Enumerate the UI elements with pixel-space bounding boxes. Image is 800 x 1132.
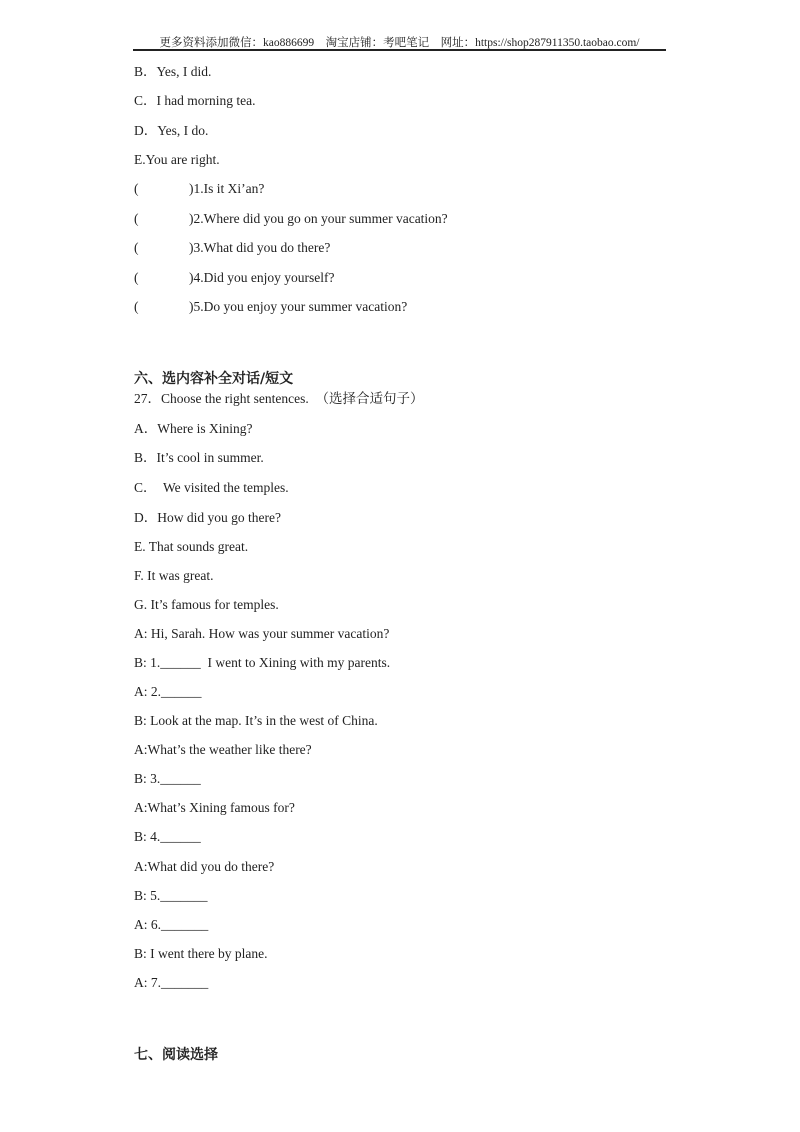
dialogue-line: A:What’s Xining famous for? [134, 800, 295, 815]
option-b: B．Yes, I did. [134, 64, 212, 79]
option-c: C． We visited the temples. [134, 480, 289, 495]
dialogue-line: A: 2.______ [134, 684, 202, 699]
option-a: A．Where is Xining? [134, 421, 253, 436]
question-1: )1.Is it Xi’an? [189, 181, 265, 196]
answer-blank-1[interactable]: ( [134, 181, 139, 196]
answer-blank-2[interactable]: ( [134, 211, 139, 226]
question-3: )3.What did you do there? [189, 240, 331, 255]
header-divider [133, 49, 666, 51]
page-header: 更多资料添加微信：kao886699 淘宝店铺：考吧笔记 网址：https://shop287911350.taobao.com/ [159, 37, 640, 49]
dialogue-line: B: 1.______ I went to Xining with my parents. [134, 655, 391, 670]
section-heading-7: 七、阅读选择 [134, 1047, 218, 1063]
dialogue-line: B: 3.______ [134, 771, 201, 786]
option-d: D．How did you go there? [134, 510, 281, 525]
section-heading-6: 六、选内容补全对话/短文 [134, 371, 294, 387]
question-2: )2.Where did you go on your summer vacation? [189, 211, 448, 226]
question-4: )4.Did you enjoy yourself? [189, 270, 335, 285]
option-e: E.You are right. [134, 152, 220, 167]
option-c: C．I had morning tea. [134, 93, 256, 108]
option-e: E. That sounds great. [134, 539, 249, 554]
dialogue-line: B: Look at the map. It’s in the west of China. [134, 713, 378, 728]
dialogue-line: A: 6._______ [134, 917, 209, 932]
option-g: G. It’s famous for temples. [134, 597, 279, 612]
instruction-27: 27．Choose the right sentences. （选择合适句子） [134, 391, 424, 406]
option-f: F. It was great. [134, 568, 214, 583]
dialogue-line: B: 5._______ [134, 888, 208, 903]
dialogue-line: B: 4.______ [134, 829, 201, 844]
dialogue-line: A: Hi, Sarah. How was your summer vacation? [134, 626, 390, 641]
option-d: D．Yes, I do. [134, 123, 209, 138]
dialogue-line: A: 7._______ [134, 975, 209, 990]
dialogue-line: B: I went there by plane. [134, 946, 268, 961]
answer-blank-4[interactable]: ( [134, 270, 139, 285]
dialogue-line: A:What did you do there? [134, 859, 275, 874]
option-b: B．It’s cool in summer. [134, 450, 264, 465]
answer-blank-5[interactable]: ( [134, 299, 139, 314]
answer-blank-3[interactable]: ( [134, 240, 139, 255]
question-5: )5.Do you enjoy your summer vacation? [189, 299, 408, 314]
dialogue-line: A:What’s the weather like there? [134, 742, 312, 757]
